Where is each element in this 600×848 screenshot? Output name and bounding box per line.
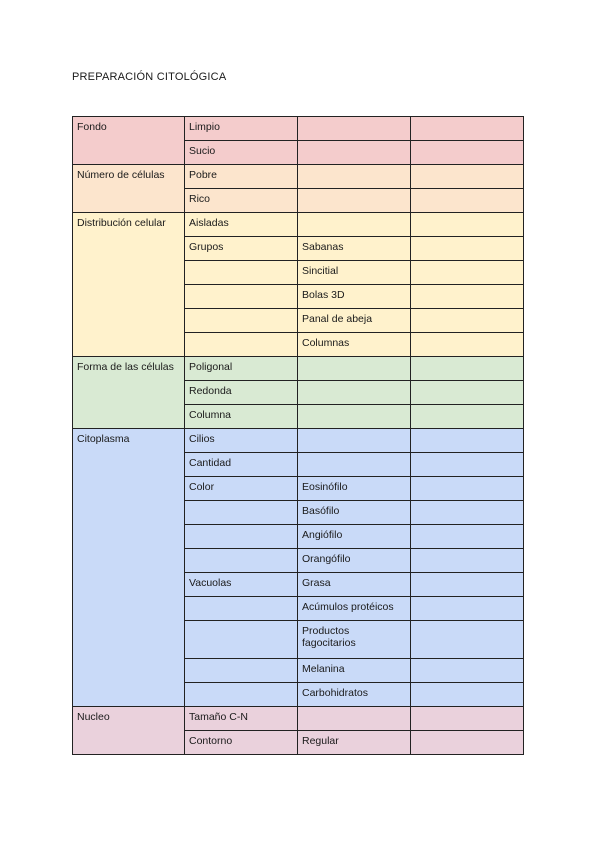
subtype-cell: Melanina [298,659,411,683]
subtype-cell [298,117,411,141]
feature-cell [185,501,298,525]
table-row [73,165,524,189]
observation-cell [411,683,524,707]
feature-cell [185,261,298,285]
feature-cell: Cilios [185,429,298,453]
observation-cell [411,659,524,683]
category-cell: Nucleo [73,707,185,755]
feature-cell [185,683,298,707]
feature-cell [185,525,298,549]
observation-cell [411,213,524,237]
subtype-cell [298,405,411,429]
subtype-cell: Regular [298,731,411,755]
feature-cell [185,597,298,621]
observation-cell [411,117,524,141]
feature-cell: Redonda [185,381,298,405]
category-cell: Fondo [73,117,185,165]
subtype-cell [298,381,411,405]
observation-cell [411,731,524,755]
subtype-cell [298,141,411,165]
table-row [73,117,524,141]
subtype-cell: Bolas 3D [298,285,411,309]
table-body [73,117,524,755]
subtype-cell [298,707,411,731]
subtype-cell [298,189,411,213]
feature-cell: Tamaño C-N [185,707,298,731]
subtype-cell: Sabanas [298,237,411,261]
feature-cell: Columna [185,405,298,429]
observation-cell [411,141,524,165]
observation-cell [411,333,524,357]
subtype-cell: Eosinófilo [298,477,411,501]
observation-cell [411,165,524,189]
subtype-cell: Angiófilo [298,525,411,549]
subtype-cell: Orangófilo [298,549,411,573]
observation-cell [411,357,524,381]
observation-cell [411,621,524,659]
observation-cell [411,707,524,731]
category-cell: Forma de las células [73,357,185,429]
observation-cell [411,285,524,309]
subtype-cell: Columnas [298,333,411,357]
subtype-cell [298,165,411,189]
observation-cell [411,549,524,573]
table-row [73,429,524,453]
feature-cell: Grupos [185,237,298,261]
feature-cell: Rico [185,189,298,213]
observation-cell [411,501,524,525]
feature-cell: Sucio [185,141,298,165]
observation-cell [411,453,524,477]
feature-cell: Aisladas [185,213,298,237]
subtype-cell: Grasa [298,573,411,597]
observation-cell [411,405,524,429]
feature-cell: Cantidad [185,453,298,477]
feature-cell: Vacuolas [185,573,298,597]
feature-cell: Contorno [185,731,298,755]
subtype-cell: Carbohidratos [298,683,411,707]
category-cell: Citoplasma [73,429,185,707]
feature-cell [185,549,298,573]
observation-cell [411,525,524,549]
category-cell: Número de células [73,165,185,213]
feature-cell: Poligonal [185,357,298,381]
subtype-cell: Basófilo [298,501,411,525]
observation-cell [411,261,524,285]
subtype-cell [298,213,411,237]
table-row [73,707,524,731]
feature-cell: Limpio [185,117,298,141]
subtype-cell: Sincitial [298,261,411,285]
category-cell: Distribución celular [73,213,185,357]
table-row [73,357,524,381]
subtype-cell [298,429,411,453]
observation-cell [411,381,524,405]
observation-cell [411,477,524,501]
table-row [73,213,524,237]
observation-cell [411,237,524,261]
feature-cell [185,285,298,309]
feature-cell: Color [185,477,298,501]
feature-cell: Pobre [185,165,298,189]
feature-cell [185,309,298,333]
document-title: PREPARACIÓN CITOLÓGICA [72,71,227,83]
subtype-cell [298,357,411,381]
observation-cell [411,429,524,453]
subtype-cell [298,453,411,477]
cytology-table [72,116,524,755]
feature-cell [185,333,298,357]
subtype-cell: Panal de abeja [298,309,411,333]
observation-cell [411,189,524,213]
feature-cell [185,659,298,683]
subtype-cell: Acúmulos protéicos [298,597,411,621]
observation-cell [411,309,524,333]
observation-cell [411,597,524,621]
feature-cell [185,621,298,659]
observation-cell [411,573,524,597]
subtype-cell: Productos fagocitarios [298,621,411,659]
